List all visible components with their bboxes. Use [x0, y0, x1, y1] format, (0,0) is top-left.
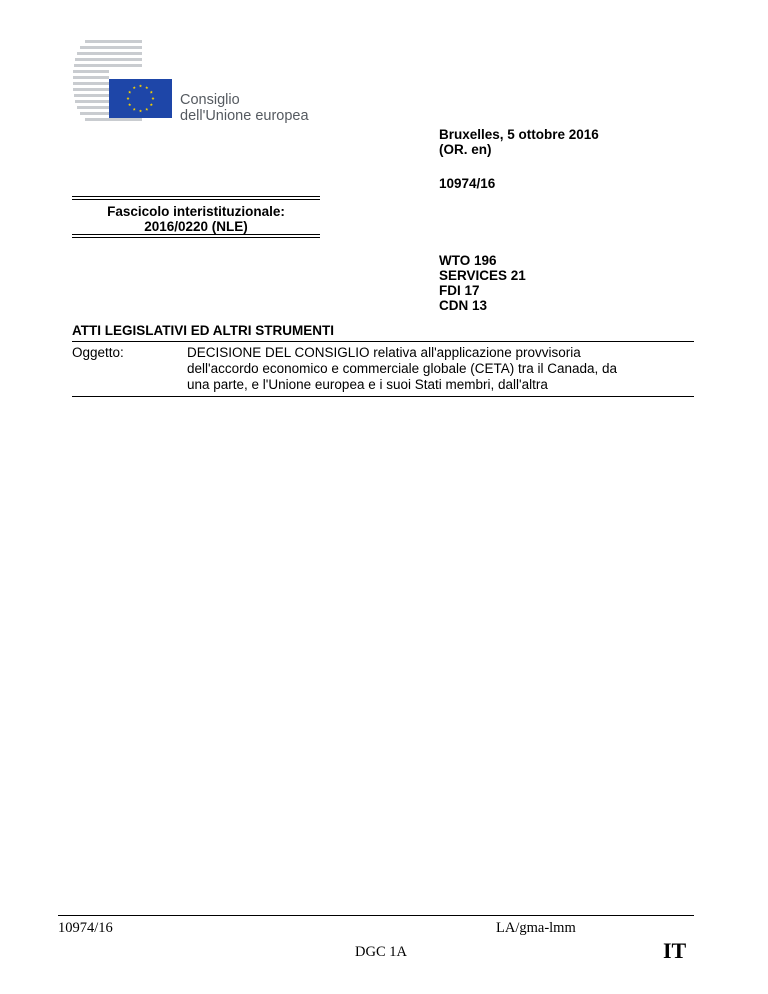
- code-line: FDI 17: [439, 283, 480, 298]
- divider: [72, 237, 320, 238]
- council-name-line1: Consiglio: [180, 92, 240, 108]
- divider: [72, 341, 694, 342]
- code-line: WTO 196: [439, 253, 497, 268]
- divider: [72, 199, 320, 200]
- subject-line: dell'accordo economico e commerciale globale (CETA) tra il Canada, da: [187, 361, 618, 376]
- classification-codes: [439, 253, 526, 313]
- footer-doc-ref: 10974/16: [58, 920, 113, 936]
- footer-language: IT: [663, 938, 687, 963]
- code-line: CDN 13: [439, 298, 488, 313]
- subject-line: DECISIONE DEL CONSIGLIO relativa all'applicazione provvisoria: [187, 345, 581, 360]
- interinstitutional-number: 2016/0220 (NLE): [144, 219, 248, 234]
- section-heading: ATTI LEGISLATIVI ED ALTRI STRUMENTI: [72, 323, 334, 338]
- divider: [72, 196, 320, 197]
- code-line: SERVICES 21: [439, 268, 526, 283]
- subject-line: una parte, e l'Unione europea e i suoi Stati membri, dall'altra: [187, 377, 548, 392]
- divider: [72, 234, 320, 235]
- council-name: [180, 92, 309, 124]
- interinstitutional-file: [72, 204, 320, 234]
- footer-department: DGC 1A: [355, 944, 407, 960]
- interinstitutional-file-box: [72, 196, 320, 238]
- date-line: Bruxelles, 5 ottobre 2016: [439, 127, 599, 142]
- subject-text: [187, 345, 687, 393]
- divider: [72, 396, 694, 397]
- council-name-line2: dell'Unione europea: [180, 108, 309, 124]
- interinstitutional-label: Fascicolo interistituzionale:: [107, 204, 285, 219]
- date-block: [439, 127, 599, 157]
- footer-divider: [58, 915, 694, 916]
- original-language: (OR. en): [439, 142, 492, 157]
- document-number: 10974/16: [439, 176, 496, 191]
- subject-label: Oggetto:: [72, 345, 124, 360]
- footer-initials: LA/gma-lmm: [496, 920, 576, 936]
